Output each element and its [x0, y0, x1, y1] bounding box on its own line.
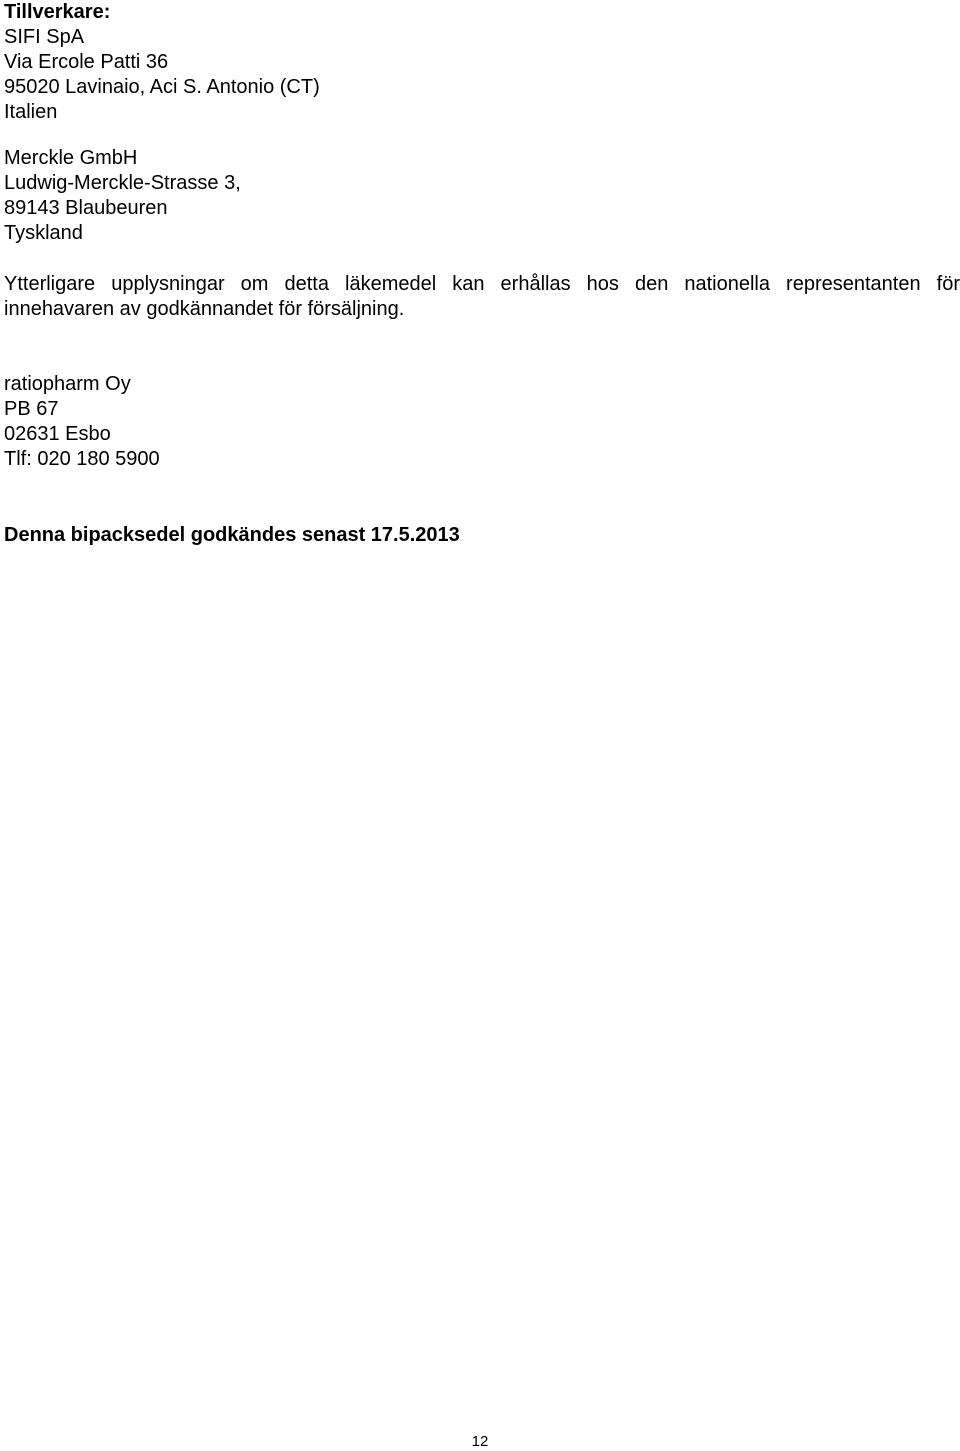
representative-phone: Tlf: 020 180 5900	[4, 448, 160, 470]
representative-city: 02631 Esbo	[4, 423, 111, 445]
representative-name: ratiopharm Oy	[4, 373, 131, 395]
manufacturer-street: Via Ercole Patti 36	[4, 51, 169, 73]
manufacturer-city: 89143 Blaubeuren	[4, 197, 168, 219]
manufacturer-block-merckle	[4, 146, 241, 246]
additional-information-paragraph	[4, 272, 960, 322]
manufacturer-country: Italien	[4, 101, 58, 123]
page-number: 12	[471, 1433, 489, 1450]
approval-date-block	[4, 523, 460, 548]
manufacturer-country: Tyskland	[4, 222, 83, 244]
manufacturer-city: 95020 Lavinaio, Aci S. Antonio (CT)	[4, 76, 320, 98]
manufacturer-heading: Tillverkare:	[4, 1, 111, 23]
info-line-1: Ytterligare upplysningar om detta läkemedel kan erhållas hos den nationella representanten för	[4, 273, 960, 295]
representative-po-box: PB 67	[4, 398, 59, 420]
manufacturer-name: SIFI SpA	[4, 26, 85, 48]
info-line-2: innehavaren av godkännandet för försäljning.	[4, 298, 405, 320]
local-representative-block	[4, 372, 160, 472]
manufacturer-block-sifi	[4, 0, 320, 125]
approval-statement: Denna bipacksedel godkändes senast 17.5.2013	[4, 524, 460, 546]
manufacturer-street: Ludwig-Merckle-Strasse 3,	[4, 172, 241, 194]
manufacturer-name: Merckle GmbH	[4, 147, 138, 169]
